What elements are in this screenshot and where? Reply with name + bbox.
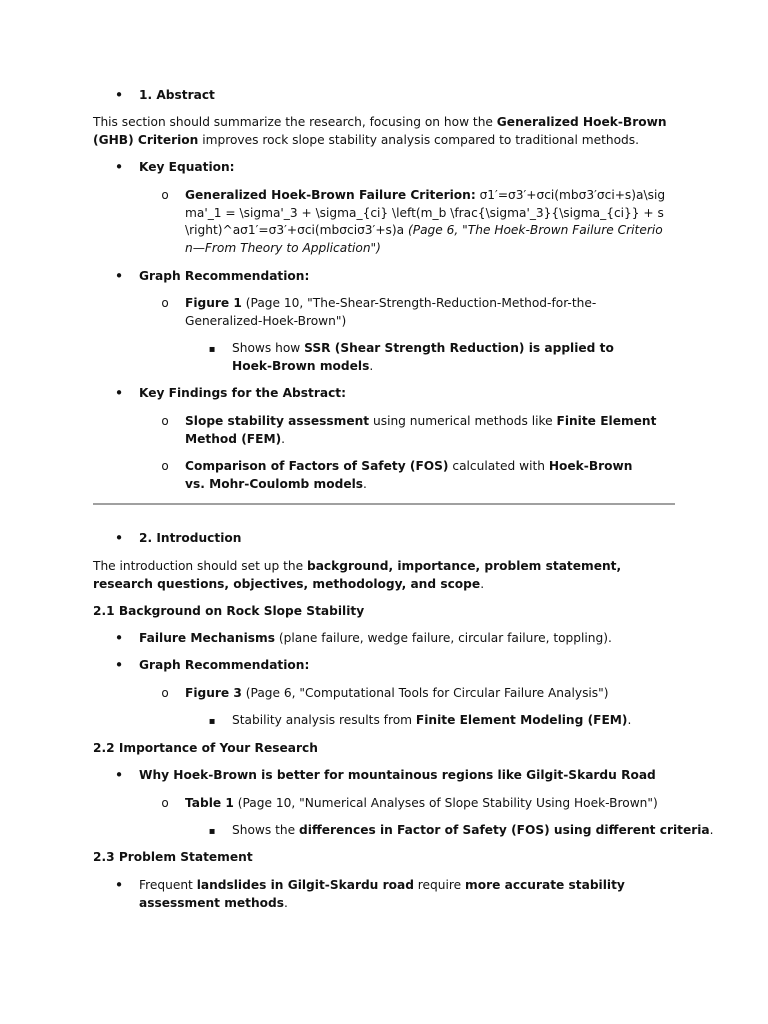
table-1-detail: Shows the differences in Factor of Safety (FOS) using different criteria. bbox=[232, 823, 714, 837]
bullet-disc-icon bbox=[114, 877, 124, 896]
problem-statement-item: Frequent landslides in Gilgit-Skardu road require more accurate stability assessment methods. bbox=[139, 878, 625, 910]
bullet-disc-icon bbox=[114, 268, 124, 287]
subsection-heading-2-1: 2.1 Background on Rock Slope Stability bbox=[93, 604, 365, 618]
figure-1-item: Figure 1 (Page 10, "The-Shear-Strength-Reduction-Method-for-the-Generalized-Hoek-Brown") bbox=[185, 296, 597, 328]
bullet-circle-icon bbox=[160, 295, 170, 313]
graph-recommendation-label: Graph Recommendation: bbox=[139, 269, 310, 283]
abstract-intro-paragraph: This section should summarize the research, focusing on how the Generalized Hoek-Brown (GHB) Criterion improves rock slope stability analysis compared to traditional methods. bbox=[93, 115, 667, 147]
bullet-disc-icon bbox=[114, 87, 124, 106]
subsection-heading-2-3: 2.3 Problem Statement bbox=[93, 850, 253, 864]
key-equation-label: Key Equation: bbox=[139, 160, 235, 174]
bullet-disc-icon bbox=[114, 767, 124, 786]
section-heading-abstract: 1. Abstract bbox=[139, 88, 215, 102]
bullet-circle-icon bbox=[160, 187, 170, 205]
bullet-disc-icon bbox=[114, 657, 124, 676]
graph-recommendation-label-2: Graph Recommendation: bbox=[139, 658, 310, 672]
section-divider bbox=[93, 503, 675, 505]
introduction-paragraph: The introduction should set up the background, importance, problem statement, research questions, objectives, methodology, and scope. bbox=[93, 559, 622, 591]
table-1-item: Table 1 (Page 10, "Numerical Analyses of Slope Stability Using Hoek-Brown") bbox=[185, 796, 658, 810]
bullet-square-icon bbox=[207, 712, 217, 731]
figure-3-item: Figure 3 (Page 6, "Computational Tools for Circular Failure Analysis") bbox=[185, 686, 609, 700]
bullet-disc-icon bbox=[114, 385, 124, 404]
finding-item-2: Comparison of Factors of Safety (FOS) calculated with Hoek-Brown vs. Mohr-Coulomb models. bbox=[185, 459, 633, 491]
section-heading-introduction: 2. Introduction bbox=[139, 531, 242, 545]
failure-mechanisms-item: Failure Mechanisms (plane failure, wedge failure, circular failure, toppling). bbox=[139, 631, 612, 645]
figure-1-detail: Shows how SSR (Shear Strength Reduction) is applied to Hoek-Brown models. bbox=[232, 341, 614, 373]
bullet-disc-icon bbox=[114, 530, 124, 549]
figure-3-detail: Stability analysis results from Finite Element Modeling (FEM). bbox=[232, 713, 632, 727]
bullet-disc-icon bbox=[114, 630, 124, 649]
bullet-circle-icon bbox=[160, 458, 170, 476]
bullet-circle-icon bbox=[160, 795, 170, 813]
bullet-circle-icon bbox=[160, 413, 170, 431]
key-findings-label: Key Findings for the Abstract: bbox=[139, 386, 346, 400]
subsection-heading-2-2: 2.2 Importance of Your Research bbox=[93, 741, 318, 755]
bullet-square-icon bbox=[207, 822, 217, 841]
ghb-equation-item: Generalized Hoek-Brown Failure Criterion: σ1′=σ3′+σci(mbσ3′σci+s)a\sigma'_1 = \sigma'_3 + \sigma_{ci} \left(m_b \frac{\sigma'_3}{\sigma_{ci}} + s \right)^aσ1′=σ3′+σci(mbσciσ3′+s)a (Page 6, "The Hoek-Brown Failure Criterion—From Theory to Application") bbox=[185, 188, 666, 255]
finding-item-1: Slope stability assessment using numerical methods like Finite Element Method (FEM). bbox=[185, 414, 657, 446]
bullet-circle-icon bbox=[160, 685, 170, 703]
bullet-disc-icon bbox=[114, 159, 124, 178]
why-hoek-brown-item: Why Hoek-Brown is better for mountainous regions like Gilgit-Skardu Road bbox=[139, 768, 656, 782]
bullet-square-icon bbox=[207, 340, 217, 359]
